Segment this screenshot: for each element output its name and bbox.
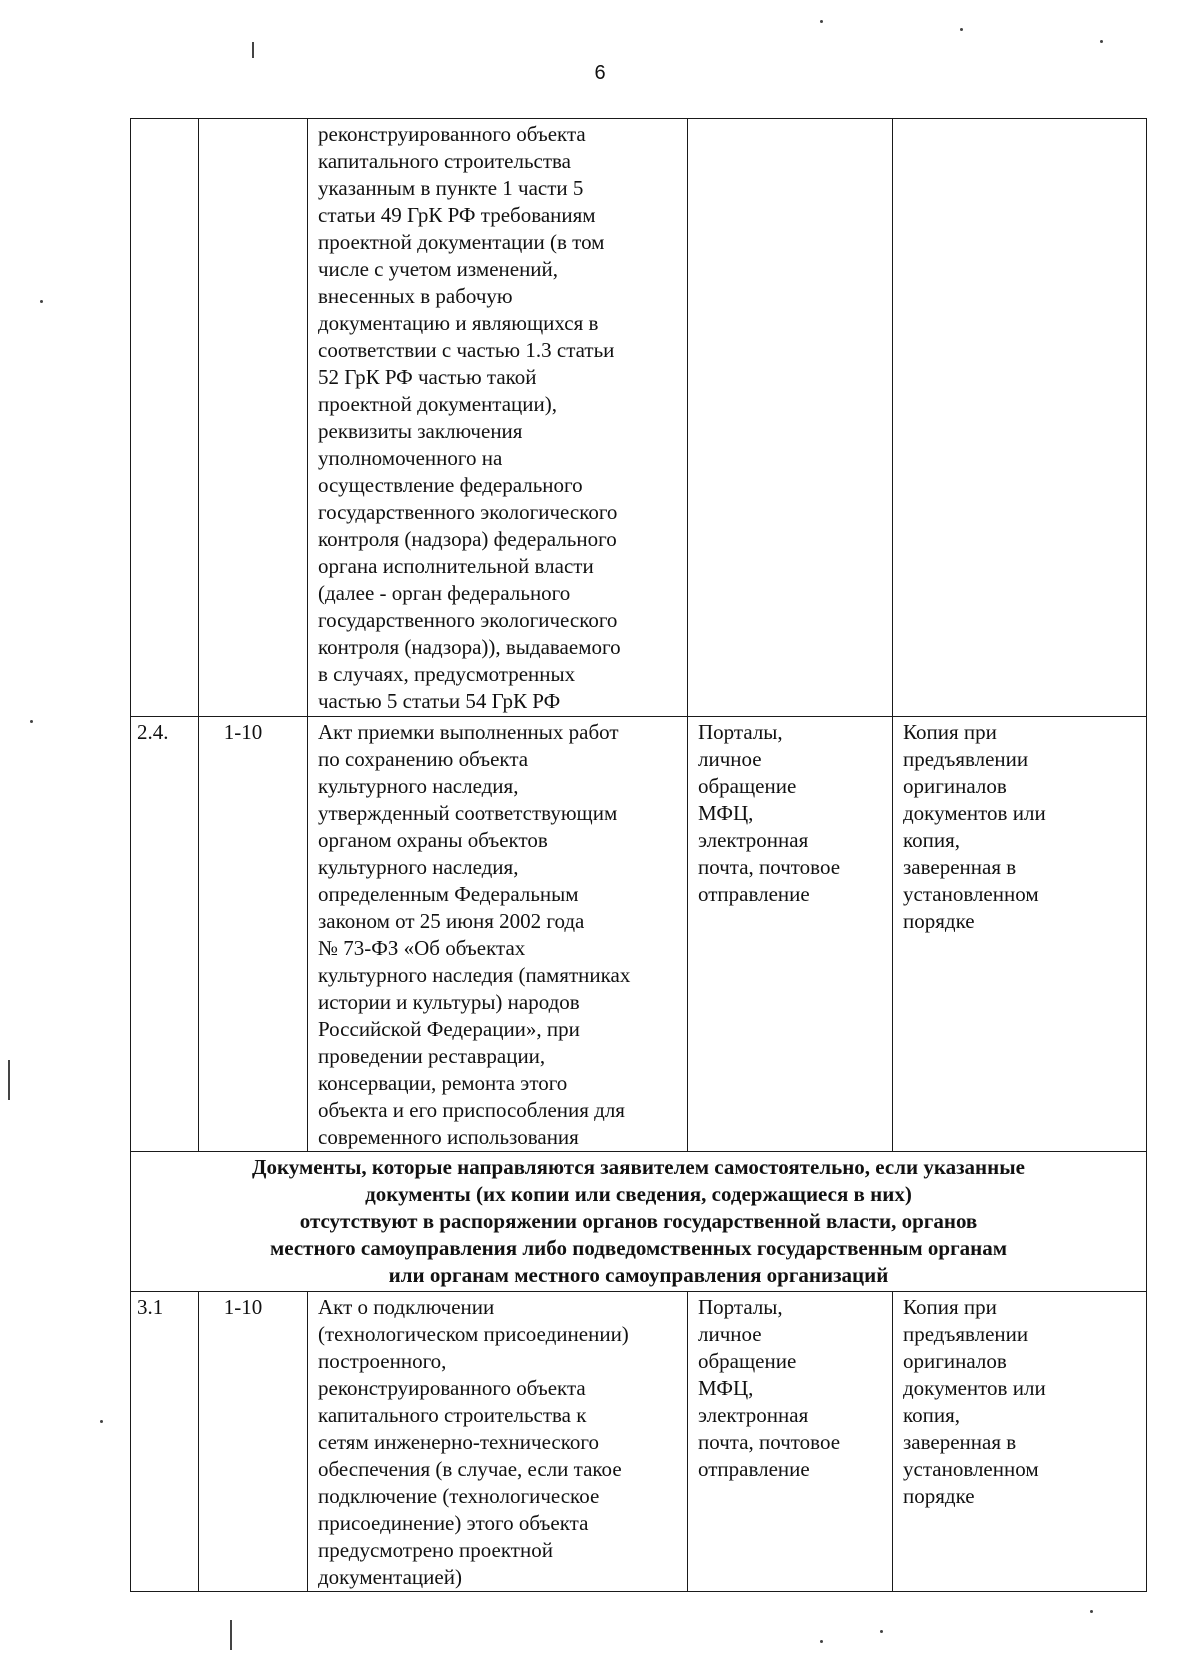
row-code <box>199 119 308 717</box>
table-row <box>131 119 1147 717</box>
documents-table <box>130 118 1147 1592</box>
section-header: Документы, которые направляются заявителем самостоятельно, если указанные документы (их копии или сведения, содержащиеся в них) отсутствуют в распоряжении органов государственной власти, органов местного самоуправления либо подведомственных государственным органам или органам местного самоуправления организаций <box>131 1152 1147 1292</box>
document-form: Копия при предъявлении оригиналов документов или копия, заверенная в установленном порядке <box>893 717 1147 1152</box>
document-form <box>893 119 1147 717</box>
submission-method: Порталы, личное обращение МФЦ, электронная почта, почтовое отправление <box>688 717 893 1152</box>
row-code: 1-10 <box>199 717 308 1152</box>
section-header-row <box>131 1152 1147 1292</box>
document-name: Акт о подключении (технологическом присоединении) построенного, реконструированного объекта капитального строительства к сетям инженерно-технического обеспечения (в случае, если такое подключение (технологическое присоединение) этого объекта предусмотрено проектной документацией) <box>308 1292 688 1592</box>
table-row <box>131 717 1147 1152</box>
row-number: 3.1 <box>131 1292 199 1592</box>
row-number <box>131 119 199 717</box>
page-number: 6 <box>594 62 606 84</box>
row-code: 1-10 <box>199 1292 308 1592</box>
document-name: реконструированного объекта капитального строительства указанным в пункте 1 части 5 статьи 49 ГрК РФ требованиям проектной документации (в том числе с учетом изменений, внесенных в рабочую документацию и являющихся в соответствии с частью 1.3 статьи 52 ГрК РФ частью такой проектной документации), реквизиты заключения уполномоченного на осуществление федерального государственного экологического контроля (надзора) федерального органа исполнительной власти (далее - орган федерального государственного экологического контроля (надзора)), выдаваемого в случаях, предусмотренных частью 5 статьи 54 ГрК РФ <box>308 119 688 717</box>
submission-method: Порталы, личное обращение МФЦ, электронная почта, почтовое отправление <box>688 1292 893 1592</box>
document-name: Акт приемки выполненных работ по сохранению объекта культурного наследия, утвержденный соответствующим органом охраны объектов культурного наследия, определенным Федеральным законом от 25 июня 2002 года № 73-ФЗ «Об объектах культурного наследия (памятниках истории и культуры) народов Российской Федерации», при проведении реставрации, консервации, ремонта этого объекта и его приспособления для современного использования <box>308 717 688 1152</box>
row-number: 2.4. <box>131 717 199 1152</box>
document-form: Копия при предъявлении оригиналов документов или копия, заверенная в установленном порядке <box>893 1292 1147 1592</box>
table-row <box>131 1292 1147 1592</box>
submission-method <box>688 119 893 717</box>
